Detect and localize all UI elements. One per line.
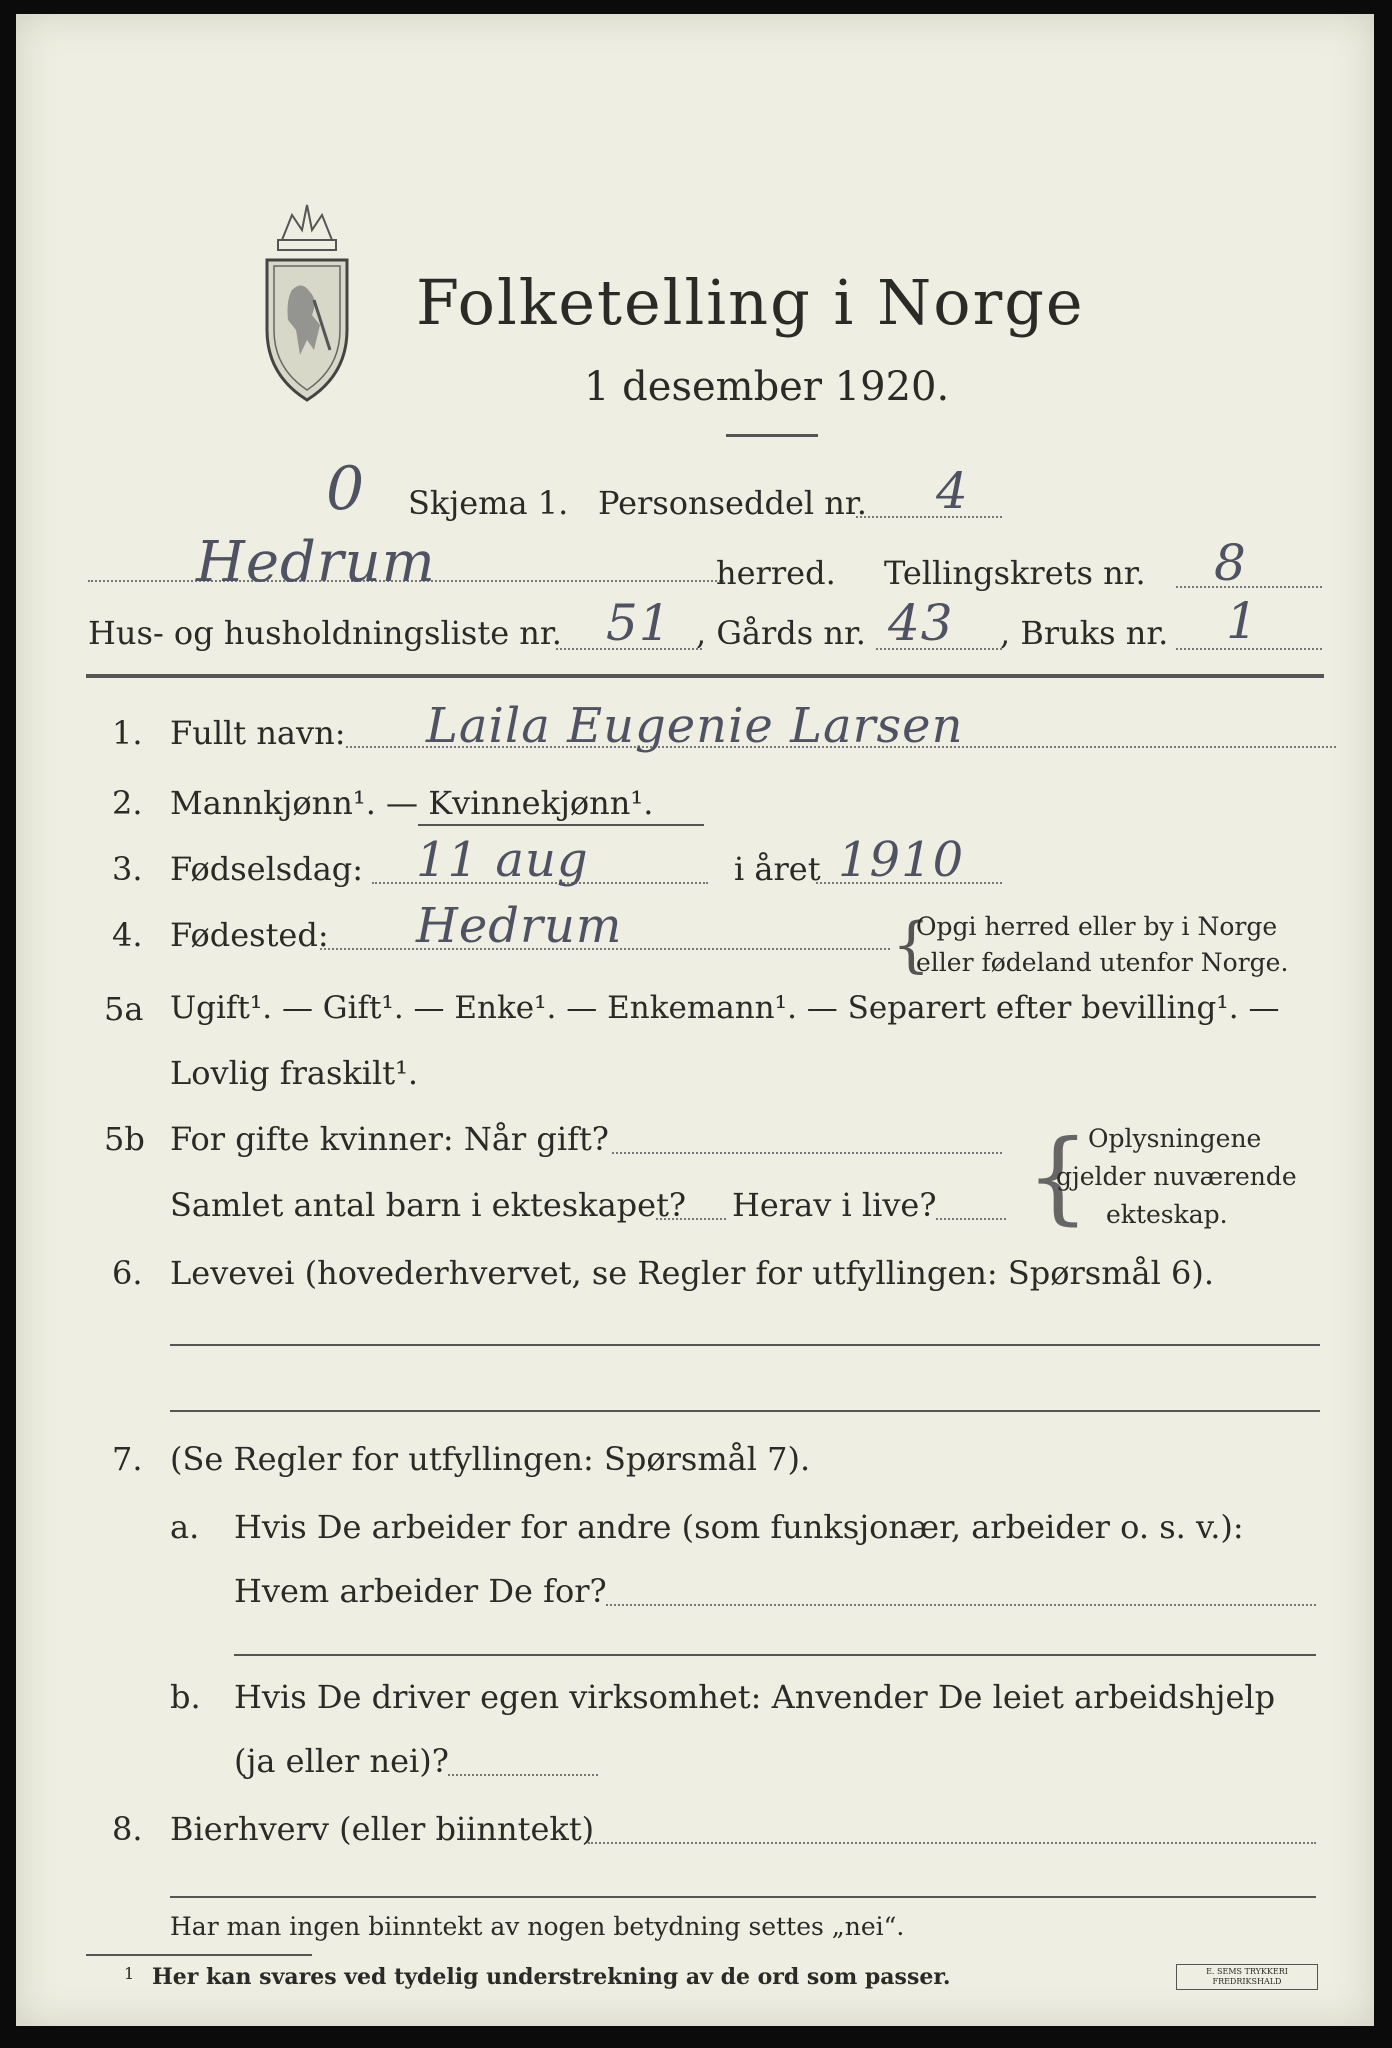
footnote-mark: 1 bbox=[124, 1964, 135, 1983]
q4-note-line-2: eller fødeland utenfor Norge. bbox=[916, 948, 1289, 977]
q2-label: Mannkjønn¹. — Kvinnekjønn¹. bbox=[170, 784, 654, 822]
q8-number: 8. bbox=[112, 1810, 143, 1848]
hus-label: Hus- og husholdningsliste nr. bbox=[88, 614, 562, 652]
q7-label: (Se Regler for utfyllingen: Spørsmål 7). bbox=[170, 1440, 811, 1478]
herred-label: herred. bbox=[716, 554, 836, 592]
q5a-label-line-2: Lovlig fraskilt¹. bbox=[170, 1054, 419, 1092]
q7b-label-2: (ja eller nei)? bbox=[234, 1742, 449, 1780]
q1-value: Laila Eugenie Larsen bbox=[426, 698, 964, 754]
footnote-text: Her kan svares ved tydelig understrekning av de ord som passer. bbox=[152, 1964, 951, 1990]
bruks-label: , Bruks nr. bbox=[1000, 614, 1169, 652]
q7a-label-1: Hvis De arbeider for andre (som funksjonær, arbeider o. s. v.): bbox=[234, 1508, 1244, 1546]
q1-number: 1. bbox=[112, 714, 143, 752]
q3-label: Fødselsdag: bbox=[170, 850, 364, 888]
income-note: Har man ingen biinntekt av nogen betydning settes „nei“. bbox=[170, 1912, 905, 1941]
q5b-number: 5b bbox=[104, 1120, 145, 1158]
q5b-label-1: For gifte kvinner: Når gift? bbox=[170, 1120, 609, 1158]
q6-answer-line-1 bbox=[170, 1344, 1320, 1346]
q3-number: 3. bbox=[112, 850, 143, 888]
q4-label: Fødested: bbox=[170, 916, 329, 954]
q5b-note-2: gjelder nuværende bbox=[1056, 1162, 1297, 1191]
q7b-label-1: Hvis De driver egen virksomhet: Anvender De leiet arbeidshjelp bbox=[234, 1678, 1276, 1716]
q7a-number: a. bbox=[170, 1508, 200, 1546]
q8-answer-line bbox=[170, 1896, 1316, 1898]
bruks-value: 1 bbox=[1226, 592, 1259, 650]
q4-number: 4. bbox=[112, 916, 143, 954]
census-date: 1 desember 1920. bbox=[584, 364, 950, 410]
q5a-number: 5a bbox=[104, 990, 144, 1028]
personseddel-label: Personseddel nr. bbox=[598, 484, 867, 522]
q7-number: 7. bbox=[112, 1440, 143, 1478]
margin-mark: 0 bbox=[326, 454, 366, 524]
printer-stamp: E. SEMS TRYKKERI FREDRIKSHALD bbox=[1176, 1964, 1318, 1990]
gards-value: 43 bbox=[888, 594, 954, 652]
q3-year-label: i året bbox=[734, 850, 821, 888]
q4-note-line-1: Opgi herred eller by i Norge bbox=[916, 912, 1278, 941]
q6-answer-line-2 bbox=[170, 1410, 1320, 1412]
census-form: Folketelling i Norge 1 desember 1920. 0 Skjema 1. Personseddel nr. 4 Hedrum herred. Tellingskrets nr. 8 Hus- og husholdningsliste nr. 51 , Gårds nr. 43 , Bruks nr. 1 1. Fullt navn: Laila Eugenie Larsen 2. Mannkjønn¹. — Kvinnekjønn¹. 3. Fødselsdag: 11 aug i året 1910 4. Fødested: Hedrum { Opgi herred eller by i Norge eller fødeland utenfor Norge. 5a Ugift¹. — Gift¹. — Enke¹. — Enkemann¹. — Separert efter bevilling¹. — Lovlig fraskilt¹. 5b For gifte kvinner: Når gift? Samlet antal barn i ekteskapet? Herav i live? { Oplysningene gjelder nuværende ekteskap. 6. Levevei (hovederhvervet, se Regler for utfyllingen: Spørsmål 6). 7. (Se Regler for utfyllingen: Spørsmål 7). a. Hvis De arbeider for andre (som funksjonær, arbeider o. s. v.): Hvem arbeider De for? b. Hvis De driver egen virksomhet: Anvender De leiet arbeidshjelp (ja eller nei)? 8. Bierhverv (eller biinntekt) Har man ingen biinntekt av nogen betydning settes „nei“. 1 Her kan svares ved tydelig understrekning av de ord som passer. E. SEMS TRYKKERI FREDRIKSHALD bbox=[16, 14, 1374, 2026]
q5b-note-1: Oplysningene bbox=[1088, 1124, 1262, 1153]
q5b-label-3: Herav i live? bbox=[732, 1186, 937, 1224]
q2-underline bbox=[418, 824, 704, 826]
q4-value: Hedrum bbox=[416, 898, 623, 954]
q6-number: 6. bbox=[112, 1254, 143, 1292]
header-divider bbox=[86, 674, 1324, 678]
coat-of-arms-icon bbox=[252, 200, 362, 410]
q2-number: 2. bbox=[112, 784, 143, 822]
q8-label: Bierhverv (eller biinntekt) bbox=[170, 1810, 595, 1848]
form-title: Folketelling i Norge bbox=[416, 266, 1085, 339]
schema-label: Skjema 1. bbox=[408, 484, 569, 522]
personseddel-value: 4 bbox=[936, 462, 969, 520]
q7a-label-2: Hvem arbeider De for? bbox=[234, 1572, 607, 1610]
herred-value: Hedrum bbox=[196, 530, 436, 595]
q3-year-value: 1910 bbox=[838, 832, 965, 888]
q5b-note-3: ekteskap. bbox=[1106, 1200, 1228, 1229]
q7b-number: b. bbox=[170, 1678, 201, 1716]
tellingskrets-value: 8 bbox=[1214, 534, 1247, 592]
q6-label: Levevei (hovederhvervet, se Regler for utfyllingen: Spørsmål 6). bbox=[170, 1254, 1215, 1292]
tellingskrets-label: Tellingskrets nr. bbox=[884, 554, 1146, 592]
gards-label: , Gårds nr. bbox=[696, 614, 866, 652]
q5b-label-2: Samlet antal barn i ekteskapet? bbox=[170, 1186, 687, 1224]
q5a-label-line-1: Ugift¹. — Gift¹. — Enke¹. — Enkemann¹. — Separert efter bevilling¹. — bbox=[170, 990, 1280, 1026]
hus-value: 51 bbox=[606, 594, 672, 652]
q1-label: Fullt navn: bbox=[170, 714, 346, 752]
q7a-answer-line bbox=[234, 1654, 1316, 1656]
footnote-divider bbox=[86, 1954, 312, 1956]
q3-value: 11 aug bbox=[416, 832, 589, 888]
